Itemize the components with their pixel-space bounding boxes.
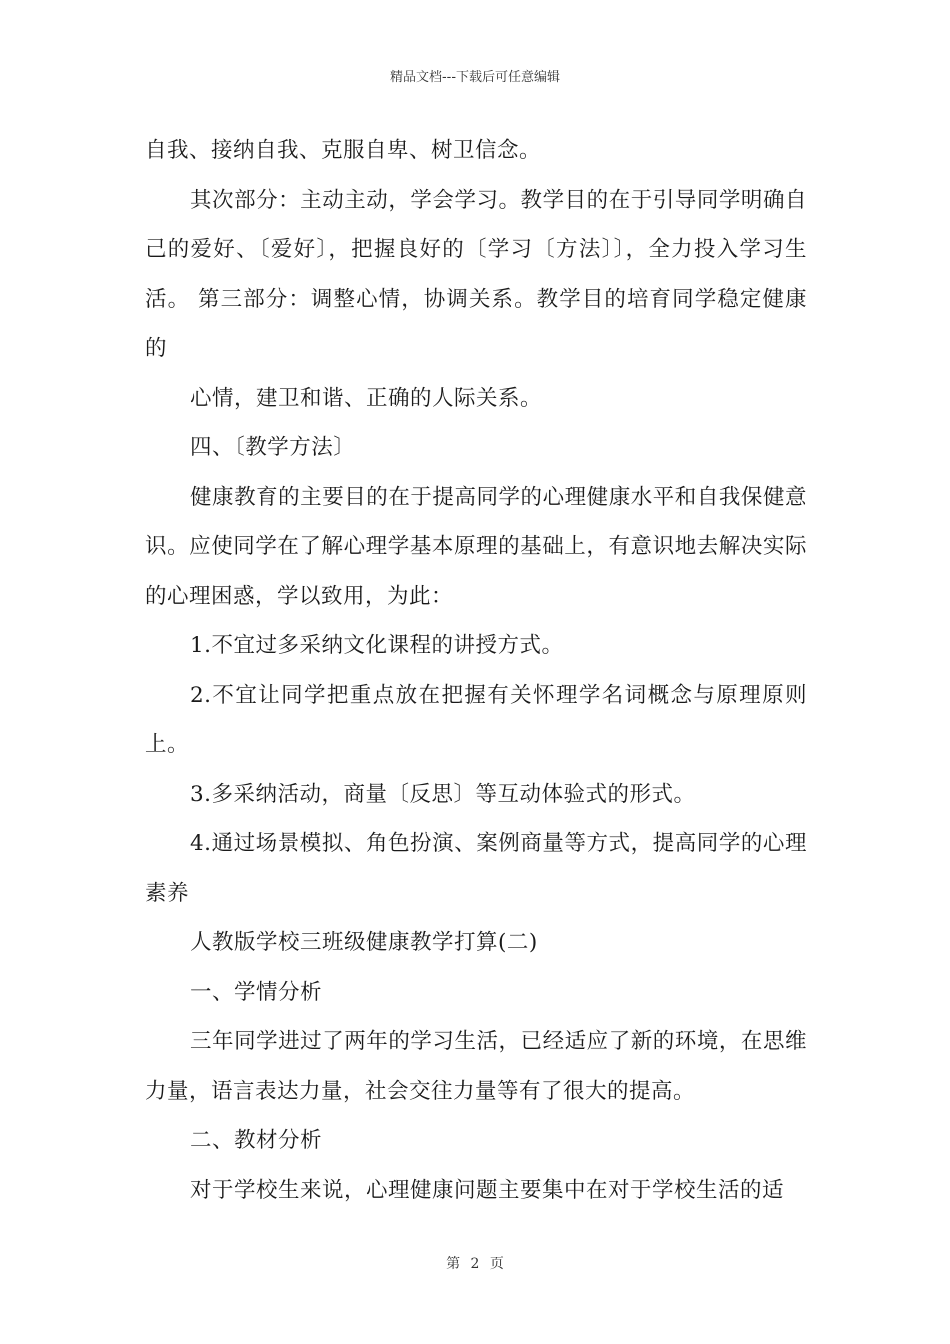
document-subtitle: 人教版学校三班级健康教学打算(二) <box>190 930 538 955</box>
page-footer <box>0 1253 950 1273</box>
paragraph-health-education: 健康教育的主要目的在于提高同学的心理健康水平和自我保健意识。应使同学在了解心理学基本原理的基础上，有意识地去解决实际的心理困惑，学以致用，为此： <box>145 484 807 609</box>
list-item-4: 4.通过场景模拟、角色扮演、案例商量等方式，提高同学的心理素养 <box>145 831 807 906</box>
list-item-1: 1.不宜过多采纳文化课程的讲授方式。 <box>190 633 564 658</box>
paragraph-part-two-three: 其次部分：主动主动，学会学习。教学目的在于引导同学明确自己的爱好、〔爱好〕，把握良好的〔学习〔方法〕〕，全力投入学习生活。 第三部分：调整心情，协调关系。教学目的培育同学稳定健康的 <box>145 187 807 361</box>
footer-suffix: 页 <box>489 1256 504 1272</box>
paragraph-continuation: 自我、接纳自我、克服自卑、树卫信念。 <box>145 138 542 163</box>
page-number: 2 <box>470 1256 480 1272</box>
section-heading-material-analysis: 二、教材分析 <box>190 1128 323 1153</box>
list-item-2: 2.不宜让同学把重点放在把握有关怀理学名词概念与原理原则上。 <box>145 682 807 757</box>
list-item-3: 3.多采纳活动，商量〔反思〕等互动体验式的形式。 <box>190 781 696 807</box>
section-heading-teaching-method: 四、〔教学方法〕 <box>190 435 356 460</box>
paragraph-relations: 心情，建卫和谐、正确的人际关系。 <box>190 385 543 411</box>
page-header: 精品文档---下载后可任意编辑 <box>389 70 561 85</box>
footer-prefix: 第 <box>446 1256 461 1272</box>
section-heading-student-analysis: 一、学情分析 <box>190 979 323 1005</box>
paragraph-material-analysis: 对于学校生来说，心理健康问题主要集中在对于学校生活的适 <box>190 1177 785 1203</box>
paragraph-student-analysis: 三年同学进过了两年的学习生活，已经适应了新的环境，在思维力量，语言表达力量，社会交往力量等有了很大的提高。 <box>145 1029 807 1104</box>
document-body <box>145 126 807 1215</box>
